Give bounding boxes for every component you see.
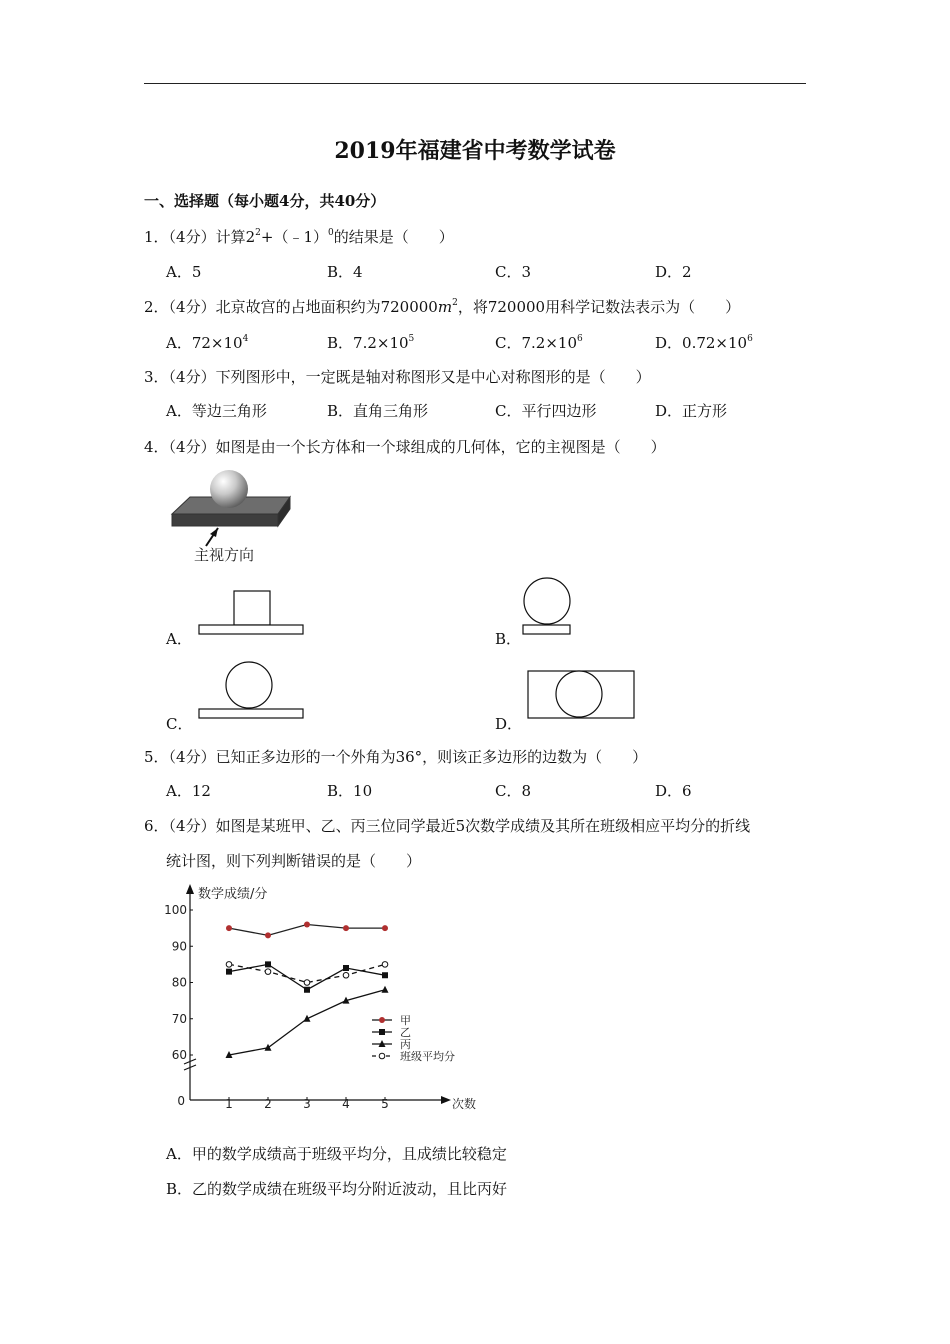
- circle-shape: [226, 662, 272, 708]
- data-point: [304, 987, 310, 993]
- q1-sup-1: 2: [255, 228, 261, 238]
- x-axis-label: 次数: [452, 1097, 477, 1111]
- data-point: [265, 932, 271, 938]
- data-point: [382, 962, 388, 968]
- base-rectangle: [199, 709, 303, 718]
- q1-text-mid: +（﹣1）: [260, 228, 328, 246]
- x-tick-label: 2: [264, 1097, 272, 1111]
- question-5: [144, 746, 647, 767]
- cuboid-front-face: [172, 514, 278, 526]
- q5-option-c[interactable]: C．8: [495, 782, 532, 800]
- q3-option-c[interactable]: C．平行四边形: [495, 402, 597, 420]
- data-point: [343, 925, 349, 931]
- page-title: 2019年福建省中考数学试卷: [334, 138, 616, 164]
- question-3: [144, 366, 651, 387]
- chart-axes: [164, 884, 476, 1111]
- q4-option-d-figure[interactable]: [525, 668, 639, 722]
- q1-option-d[interactable]: D．2: [655, 263, 692, 281]
- q3-number: 3．: [144, 368, 169, 386]
- q2-option-d[interactable]: [655, 332, 753, 353]
- header-rule: [144, 83, 806, 84]
- q2-option-c-base: C．7.2×10: [495, 334, 577, 352]
- q1-number: 1．: [144, 228, 169, 246]
- y-tick-label: 90: [171, 939, 187, 954]
- q3-option-a[interactable]: A．等边三角形: [166, 402, 267, 420]
- y-tick-label: 80: [171, 975, 187, 990]
- q6-text-line-1: （4分）如图是某班甲、乙、丙三位同学最近5次数学成绩及其所在班级相应平均分的折线: [168, 817, 751, 835]
- y-axis-arrow: [186, 884, 194, 894]
- q2-unit: m: [437, 298, 453, 316]
- series-line-3: [229, 990, 385, 1055]
- legend-marker: [379, 1053, 385, 1059]
- x-axis-arrow: [441, 1096, 451, 1104]
- q2-option-c[interactable]: [495, 332, 583, 353]
- q4-option-a[interactable]: A．: [166, 630, 192, 648]
- q5-option-a[interactable]: A．12: [166, 782, 211, 800]
- arrow-head: [210, 528, 218, 537]
- chart-series: [226, 922, 389, 1059]
- origin-label: 0: [177, 1094, 185, 1108]
- q1-text-post: 的结果是（ ）: [333, 228, 454, 246]
- q2-text-post: ，将720000用科学记数法表示为（ ）: [457, 298, 741, 316]
- x-tick-label: 1: [225, 1097, 233, 1111]
- legend-marker: [379, 1029, 385, 1035]
- q5-number: 5．: [144, 748, 169, 766]
- question-4: [144, 436, 666, 457]
- question-1: [144, 226, 454, 247]
- q3-option-b[interactable]: B．直角三角形: [327, 402, 429, 420]
- y-tick-label: 100: [164, 903, 187, 917]
- q2-number: 2．: [144, 298, 169, 316]
- data-point: [382, 925, 388, 931]
- q2-option-a-exp: 4: [242, 334, 249, 344]
- q4-solid-figure: [160, 462, 300, 567]
- x-tick-label: 4: [342, 1097, 350, 1111]
- view-direction-label: 主视方向: [194, 546, 255, 564]
- y-tick-label: 70: [171, 1011, 187, 1026]
- question-2: [144, 296, 740, 317]
- q6-option-a[interactable]: A．甲的数学成绩高于班级平均分，且成绩比较稳定: [166, 1145, 507, 1163]
- q1-option-b[interactable]: B．4: [327, 263, 363, 281]
- q6-number: 6．: [144, 817, 169, 835]
- q2-text-pre: （4分）北京故宫的占地面积约为720000: [168, 298, 438, 316]
- q2-unit-sup: 2: [452, 298, 458, 308]
- q6-line-chart: [160, 878, 490, 1118]
- data-point: [343, 965, 349, 971]
- square-shape: [234, 591, 270, 625]
- q5-option-b[interactable]: B．10: [327, 782, 373, 800]
- data-point: [226, 962, 232, 968]
- legend-label: 班级平均分: [400, 1050, 455, 1063]
- chart-legend: [372, 1014, 455, 1063]
- data-point: [382, 986, 389, 993]
- data-point: [226, 925, 232, 931]
- q4-option-b-figure[interactable]: [518, 576, 578, 638]
- y-axis-label: 数学成绩/分: [198, 887, 268, 902]
- q3-option-d[interactable]: D．正方形: [655, 402, 728, 420]
- q6-text-line-2: 统计图，则下列判断错误的是（ ）: [166, 852, 422, 870]
- base-rectangle: [199, 625, 303, 634]
- q4-option-d[interactable]: D．: [495, 715, 523, 733]
- x-tick-label: 3: [303, 1097, 311, 1111]
- x-tick-label: 5: [381, 1097, 389, 1111]
- q2-option-b-exp: 5: [408, 334, 415, 344]
- q6-option-b[interactable]: B．乙的数学成绩在班级平均分附近波动，且比丙好: [166, 1180, 508, 1198]
- q4-option-b[interactable]: B．: [495, 630, 522, 648]
- data-point: [304, 922, 310, 928]
- question-6: [144, 815, 750, 836]
- data-point: [265, 969, 271, 975]
- legend-label: 乙: [400, 1026, 411, 1039]
- q4-number: 4．: [144, 438, 169, 456]
- q4-text: （4分）如图是由一个长方体和一个球组成的几何体，它的主视图是（ ）: [168, 438, 666, 456]
- legend-label: 甲: [400, 1014, 411, 1027]
- q2-option-d-exp: 6: [747, 334, 753, 344]
- series-line-2: [229, 964, 385, 989]
- q5-option-d[interactable]: D．6: [655, 782, 692, 800]
- q2-option-b[interactable]: [327, 332, 414, 353]
- data-point: [265, 1044, 272, 1051]
- q4-option-c[interactable]: C．: [166, 715, 193, 733]
- legend-label: 丙: [400, 1038, 411, 1051]
- data-point: [304, 980, 310, 986]
- legend-marker: [379, 1017, 385, 1023]
- q1-text-pre: （4分）计算2: [168, 228, 256, 246]
- data-point: [343, 972, 349, 978]
- data-point: [265, 961, 271, 967]
- base-rectangle: [523, 625, 570, 634]
- q1-option-a[interactable]: A．5: [166, 263, 202, 281]
- q1-option-c[interactable]: C．3: [495, 263, 532, 281]
- q3-text: （4分）下列图形中，一定既是轴对称图形又是中心对称图形的是（ ）: [168, 368, 651, 386]
- q1-sup-2: 0: [328, 228, 334, 238]
- q2-option-b-base: B．7.2×10: [327, 334, 409, 352]
- section-heading: 一、选择题（每小题4分，共40分）: [144, 192, 386, 210]
- data-point: [382, 972, 388, 978]
- sphere: [210, 470, 248, 508]
- data-point: [226, 969, 232, 975]
- circle-shape: [556, 671, 602, 717]
- q2-option-a[interactable]: [166, 332, 248, 353]
- q2-option-c-exp: 6: [577, 334, 583, 344]
- q2-option-a-base: A．72×10: [166, 334, 243, 352]
- q5-text: （4分）已知正多边形的一个外角为36°，则该正多边形的边数为（ ）: [168, 748, 648, 766]
- y-tick-label: 60: [171, 1048, 187, 1062]
- q2-option-d-base: D．0.72×10: [655, 334, 748, 352]
- q4-option-c-figure[interactable]: [196, 660, 308, 722]
- circle-shape: [524, 578, 570, 624]
- q4-option-a-figure[interactable]: [196, 588, 308, 636]
